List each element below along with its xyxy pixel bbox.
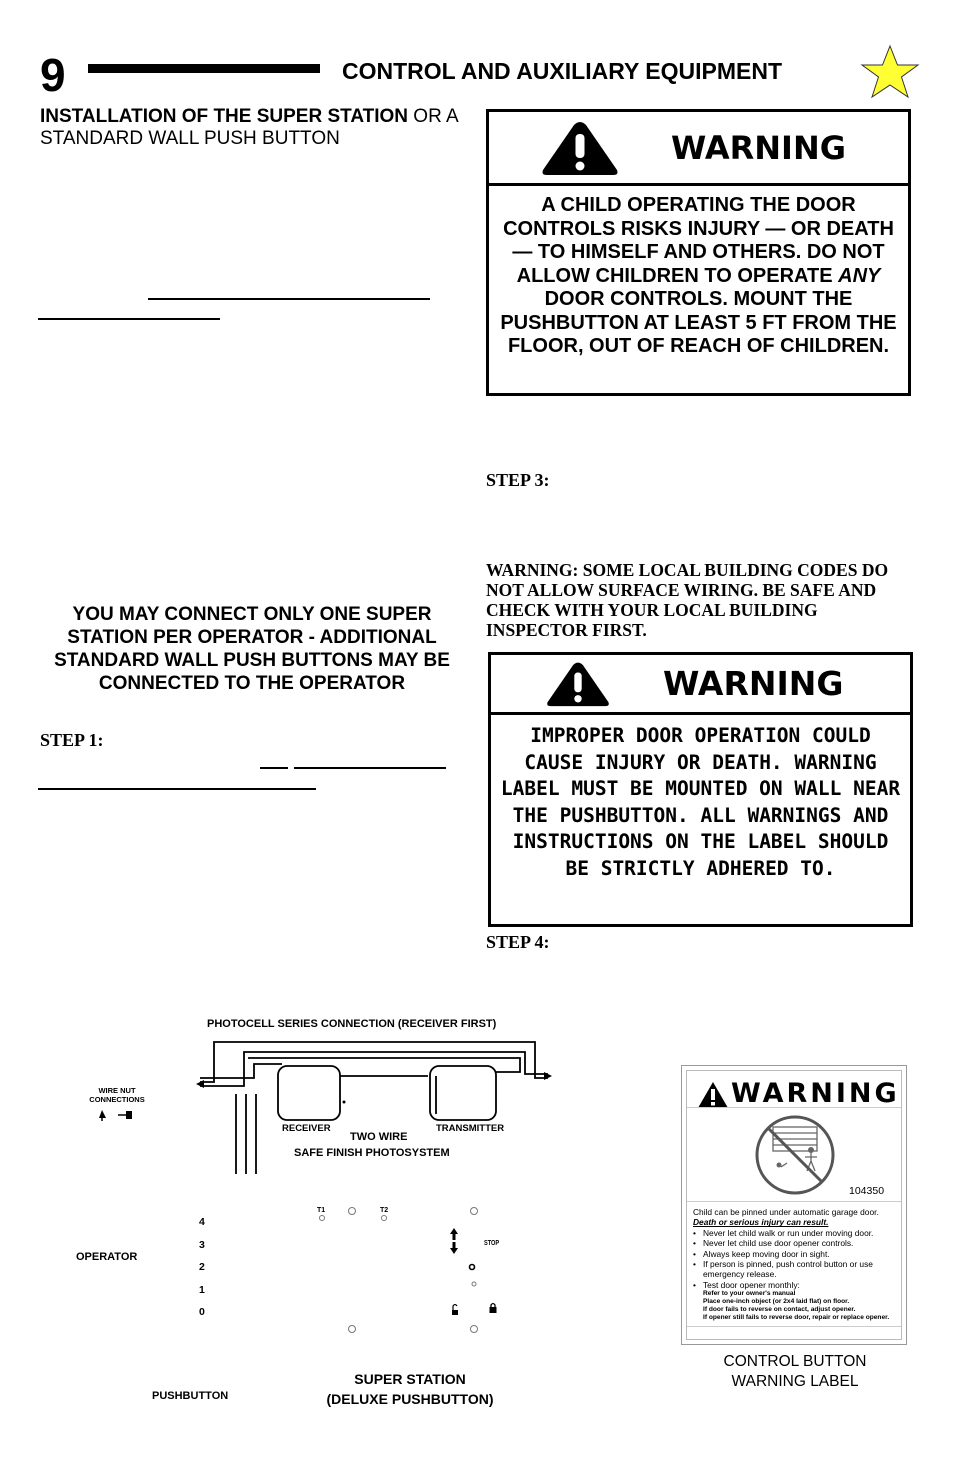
label-divider <box>687 1201 901 1202</box>
warning-header <box>491 655 910 715</box>
warning-text-part: DOOR CONTROLS. MOUNT THE PUSHBUTTON AT LEAST 5 FT FROM THE FLOOR, OUT OF REACH OF CHILDREN. <box>500 288 897 357</box>
terminal-label: 3 <box>199 1238 205 1251</box>
chapter-number: 9 <box>40 49 66 101</box>
label-bullet: • Never let child walk or run under moving door. <box>693 1228 903 1238</box>
terminal-t1-label: T1 <box>317 1207 326 1214</box>
label-code: 104350 <box>849 1185 885 1197</box>
control-button-warning-label <box>681 1065 907 1345</box>
terminal-label: 1 <box>199 1283 205 1296</box>
unlock-icon <box>452 1305 458 1316</box>
warning-triangle-icon <box>545 661 611 707</box>
super-station-terminals <box>312 1204 492 1340</box>
warning-text-emphasis: ANY <box>838 264 881 287</box>
header-rule <box>88 64 320 73</box>
warning-triangle-icon <box>697 1081 729 1109</box>
label-sub-line: If door fails to reverse on contact, adjust opener. <box>703 1306 856 1314</box>
photosystem-label-line2: SAFE FINISH PHOTOSYSTEM <box>294 1147 450 1159</box>
photosystem-label-line1: TWO WIRE <box>350 1131 408 1143</box>
transmitter-label: TRANSMITTER <box>436 1123 505 1134</box>
child-warning-text <box>489 186 908 359</box>
step-4-label: STEP 4: <box>486 932 550 952</box>
label-mounting-warning-text: IMPROPER DOOR OPERATION COULD CAUSE INJURY OR DEATH. WARNING LABEL MUST BE MOUNTED ON WALL NEAR THE PUSHBUTTON. ALL WARNINGS AND INSTRUCTIONS ON THE LABEL SHOULD BE STRICTLY ADHERED TO. <box>500 724 901 880</box>
label-inner-frame <box>686 1070 902 1340</box>
label-mounting-warning-box <box>488 652 913 927</box>
warning-title: WARNING <box>671 128 846 167</box>
label-intro-emphasis: Death or serious injury can result. <box>693 1217 829 1228</box>
underline-rule <box>148 298 430 300</box>
warning-text-part: A CHILD OPERATING THE DOOR CONTROLS RISKS INJURY — OR DEATH — TO HIMSELF AND OTHERS. DO NOT ALLOW CHILDREN TO OPERATE <box>503 194 894 287</box>
label-bullet-list <box>693 1228 903 1290</box>
up-arrow-icon <box>450 1228 458 1240</box>
section-heading <box>40 106 460 150</box>
label-sub-line: Refer to your owner's manual <box>703 1290 796 1298</box>
underline-rule <box>294 767 446 769</box>
label-sub-line: Place one-inch object (or 2x4 laid flat) on floor. <box>703 1298 850 1306</box>
label-bullet: • Never let child use door opener controls. <box>693 1238 903 1248</box>
page-title: CONTROL AND AUXILIARY EQUIPMENT <box>342 58 782 84</box>
wire-nut-label: WIRE NUT CONNECTIONS <box>89 1086 145 1104</box>
super-station-label <box>310 1369 510 1409</box>
step-1-label: STEP 1: <box>40 730 104 750</box>
label-bullet: • If person is pinned, push control button or use emergency release. <box>693 1259 903 1280</box>
warning-label-caption <box>700 1352 890 1392</box>
operator-label: OPERATOR <box>76 1251 138 1263</box>
caption-line2: WARNING LABEL <box>731 1373 859 1390</box>
label-intro <box>693 1207 903 1228</box>
label-bullet: • Test door opener monthly: <box>693 1280 903 1290</box>
warning-triangle-icon <box>541 120 619 176</box>
label-divider <box>687 1107 901 1108</box>
section-heading-bold: INSTALLATION OF THE SUPER STATION <box>40 106 409 127</box>
label-intro-text: Child can be pinned under automatic garage door. <box>693 1207 879 1217</box>
label-instructions <box>693 1207 903 1322</box>
child-warning-box <box>486 109 911 396</box>
stop-label: STOP <box>484 1240 500 1247</box>
pushbutton-label: PUSHBUTTON <box>152 1390 229 1402</box>
terminal-t2-label: T2 <box>380 1207 389 1214</box>
lock-icon <box>488 1302 498 1314</box>
building-codes-warning: WARNING: SOME LOCAL BUILDING CODES DO NOT ALLOW SURFACE WIRING. BE SAFE AND CHECK WITH YOUR LOCAL BUILDING INSPECTOR FIRST. <box>486 560 889 640</box>
diagram-title: PHOTOCELL SERIES CONNECTION (RECEIVER FIRST) <box>207 1018 497 1030</box>
down-arrow-icon <box>450 1242 458 1254</box>
receiver-label: RECEIVER <box>282 1123 331 1134</box>
label-sub-line: If opener still fails to reverse door, repair or replace opener. <box>703 1314 890 1322</box>
label-bullet: • Always keep moving door in sight. <box>693 1249 903 1259</box>
star-icon <box>858 44 922 100</box>
one-station-notice: YOU MAY CONNECT ONLY ONE SUPER STATION PER OPERATOR - ADDITIONAL STANDARD WALL PUSH BUTTONS MAY BE CONNECTED TO THE OPERATOR <box>54 604 450 694</box>
wire-nut-icon <box>96 1108 136 1122</box>
terminal-label: 2 <box>199 1261 205 1273</box>
caption-line1: CONTROL BUTTON <box>723 1353 867 1370</box>
terminal-label: 4 <box>199 1216 205 1228</box>
terminal-label: 0 <box>199 1306 205 1318</box>
underline-rule <box>260 767 288 769</box>
warning-title: WARNING <box>663 664 844 703</box>
label-divider <box>687 1326 901 1327</box>
label-warning-title: WARNING <box>731 1078 900 1109</box>
super-station-label-line1: SUPER STATION <box>354 1371 466 1387</box>
warning-header <box>489 112 908 186</box>
super-station-label-line2: (DELUXE PUSHBUTTON) <box>326 1391 494 1407</box>
operator-terminals <box>199 1211 205 1324</box>
section-heading-rest: OR A STANDARD WALL PUSH BUTTON <box>40 106 458 149</box>
underline-rule <box>38 318 220 320</box>
no-child-under-door-icon <box>753 1113 837 1197</box>
step-3-label: STEP 3: <box>486 470 550 490</box>
underline-rule <box>38 788 316 790</box>
